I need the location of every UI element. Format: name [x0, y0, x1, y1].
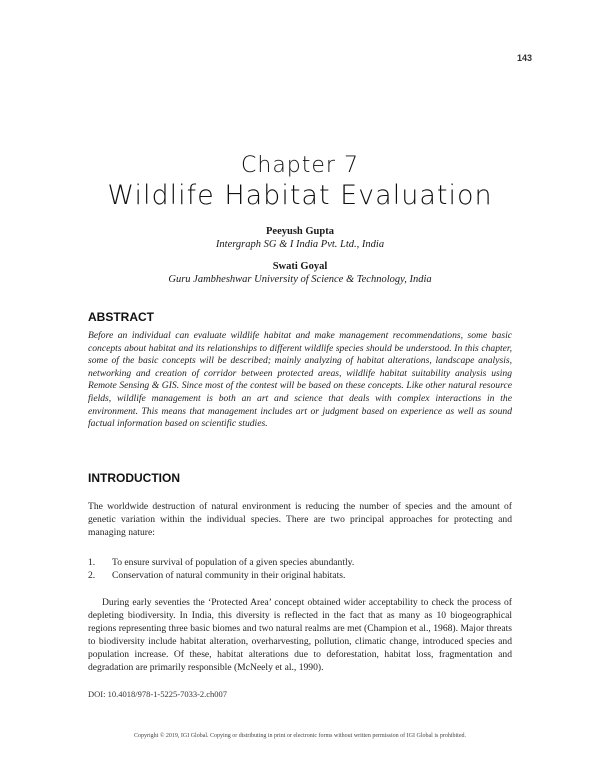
- chapter-title: Wildlife Habitat Evaluation: [107, 180, 493, 211]
- abstract-text: Before an individual can evaluate wildlife habitat and make management recommendations, some basic concepts about habitat and its relationships to different wildlife species should be understood. In this chapter, some of the basic concepts will be described; mainly analyzing of habitat alterations, landscape analysis, networking and creation of corridor between protected areas, wildlife habitat suitability analysis using Remote Sensing & GIS. Since most of the contest will be based on these concepts. Like other natural resource fields, wildlife management is both an art and science that deals with complex interactions in the environment. This means that management includes art or judgment based on experience as well as sound factual information based on scientific studies.: [88, 330, 512, 430]
- chapter-label: Chapter 7: [241, 153, 359, 178]
- approaches-list: [88, 556, 512, 582]
- author-affiliation: Guru Jambheshwar University of Science & Technology, India: [168, 274, 432, 285]
- author-name: Peeyush Gupta: [266, 226, 334, 237]
- list-item-text: Conservation of natural community in their original habitats.: [112, 570, 346, 581]
- introduction-paragraph: The worldwide destruction of natural environment is reducing the number of species and the amount of genetic variation within the individual species. There are two principal approaches for protecting and managing nature:: [88, 501, 512, 538]
- introduction-paragraph: During early seventies the ‘Protected Area’ concept obtained wider acceptability to check the process of depleting biodiversity. In India, this diversity is reflected in the fact that as many as 10 biogeographical regions representing three basic biomes and two natural realms are met (Champion et al., 1968). Major threats to biodiversity include habitat alteration, overharvesting, pollution, climatic change, introduced species and population increase. Of these, habitat alterations due to deforestation, habitat loss, fragmentation and degradation are primarily responsible (McNeely et al., 1990).: [88, 597, 512, 673]
- list-item: [88, 556, 512, 569]
- list-item-text: To ensure survival of population of a given species abundantly.: [112, 557, 355, 568]
- list-item-number: 1.: [88, 557, 96, 568]
- copyright-notice: Copyright © 2019, IGI Global. Copying or distributing in print or electronic forms without written permission of IGI Global is prohibited.: [133, 733, 466, 739]
- page-number: 143: [516, 53, 532, 63]
- author-name: Swati Goyal: [272, 261, 328, 272]
- list-item-number: 2.: [88, 570, 96, 581]
- author-affiliation: Intergraph SG & I India Pvt. Ltd., India: [215, 239, 385, 250]
- abstract-heading: ABSTRACT: [88, 310, 154, 324]
- doi: DOI: 10.4018/978-1-5225-7033-2.ch007: [88, 689, 228, 699]
- introduction-heading: INTRODUCTION: [88, 471, 180, 485]
- list-item: [88, 569, 512, 582]
